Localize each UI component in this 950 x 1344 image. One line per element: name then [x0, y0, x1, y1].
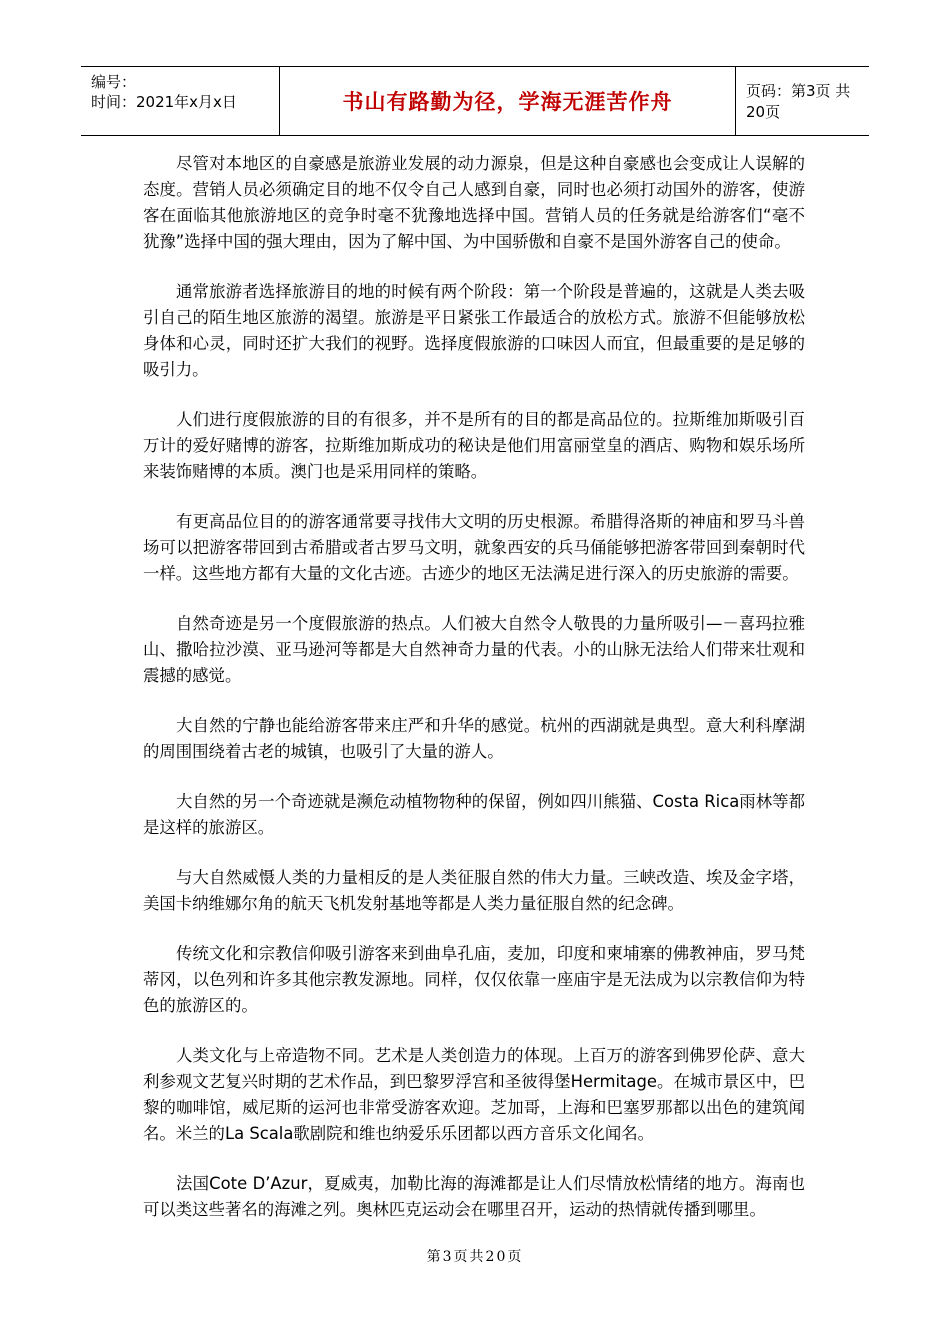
- paragraph: 法国Cote D’Azur，夏威夷，加勒比海的海滩都是让人们尽情放松情绪的地方。海南也可以类这些著名的海滩之列。奥林匹克运动会在哪里召开，运动的热情就传播到哪里。: [143, 1174, 805, 1219]
- paragraph: 人类文化与上帝造物不同。艺术是人类创造力的体现。上百万的游客到佛罗伦萨、意大利参观文艺复兴时期的艺术作品，到巴黎罗浮宫和圣彼得堡Hermitage。在城市景区中，巴黎的咖啡馆，威尼斯的运河也非常受游客欢迎。芝加哥，上海和巴塞罗那都以出色的建筑闻名。米兰的La Scala歌剧院和维也纳爱乐乐团都以西方音乐文化闻名。: [143, 1046, 805, 1143]
- header-page-label: 页码：第3页 共20页: [746, 82, 851, 121]
- header-meta: [81, 67, 280, 135]
- doc-date-label: 时间：2021年x月x日: [91, 93, 237, 111]
- paragraph: 自然奇迹是另一个度假旅游的热点。人们被大自然令人敬畏的力量所吸引—－喜玛拉雅山、撒哈拉沙漠、亚马逊河等都是大自然神奇力量的代表。小的山脉无法给人们带来壮观和震撼的感觉。: [143, 614, 805, 685]
- paragraph: 传统文化和宗教信仰吸引游客来到曲阜孔庙，麦加，印度和柬埔寨的佛教神庙，罗马梵蒂冈，以色列和许多其他宗教发源地。同样，仅仅依靠一座庙宇是无法成为以宗教信仰为特色的旅游区的。: [143, 944, 805, 1015]
- page-footer: 第3页共20页: [426, 1249, 524, 1265]
- paragraph: 大自然的另一个奇迹就是濒危动植物物种的保留，例如四川熊猫、Costa Rica雨林等都是这样的旅游区。: [143, 792, 805, 837]
- header-motto: 书山有路勤为径，学海无涯苦作舟: [280, 67, 736, 135]
- document-body: [143, 151, 805, 1247]
- page-header: [81, 66, 869, 136]
- paragraph: 尽管对本地区的自豪感是旅游业发展的动力源泉，但是这种自豪感也会变成让人误解的态度。营销人员必须确定目的地不仅令自己人感到自豪，同时也必须打动国外的游客，使游客在面临其他旅游地区的竞争时毫不犹豫地选择中国。营销人员的任务就是给游客们“毫不犹豫”选择中国的强大理由，因为了解中国、为中国骄傲和自豪不是国外游客自己的使命。: [143, 154, 805, 251]
- paragraph: 与大自然威慑人类的力量相反的是人类征服自然的伟大力量。三峡改造、埃及金字塔，美国卡纳维娜尔角的航天飞机发射基地等都是人类力量征服自然的纪念碑。: [143, 868, 805, 913]
- paragraph: 人们进行度假旅游的目的有很多，并不是所有的目的都是高品位的。拉斯维加斯吸引百万计的爱好赌博的游客，拉斯维加斯成功的秘诀是他们用富丽堂皇的酒店、购物和娱乐场所来装饰赌博的本质。澳门也是采用同样的策略。: [143, 410, 805, 481]
- doc-number-label: 编号：: [91, 73, 137, 91]
- paragraph: 有更高品位目的的游客通常要寻找伟大文明的历史根源。希腊得洛斯的神庙和罗马斗兽场可以把游客带回到古希腊或者古罗马文明，就象西安的兵马俑能够把游客带回到秦朝时代一样。这些地方都有大量的文化古迹。古迹少的地区无法满足进行深入的历史旅游的需要。: [143, 512, 805, 583]
- paragraph: 通常旅游者选择旅游目的地的时候有两个阶段：第一个阶段是普遍的，这就是人类去吸引自己的陌生地区旅游的渴望。旅游是平日紧张工作最适合的放松方式。旅游不但能够放松身体和心灵，同时还扩大我们的视野。选择度假旅游的口味因人而宜，但最重要的是足够的吸引力。: [143, 282, 805, 379]
- paragraph: 大自然的宁静也能给游客带来庄严和升华的感觉。杭州的西湖就是典型。意大利科摩湖的周围围绕着古老的城镇，也吸引了大量的游人。: [143, 716, 805, 761]
